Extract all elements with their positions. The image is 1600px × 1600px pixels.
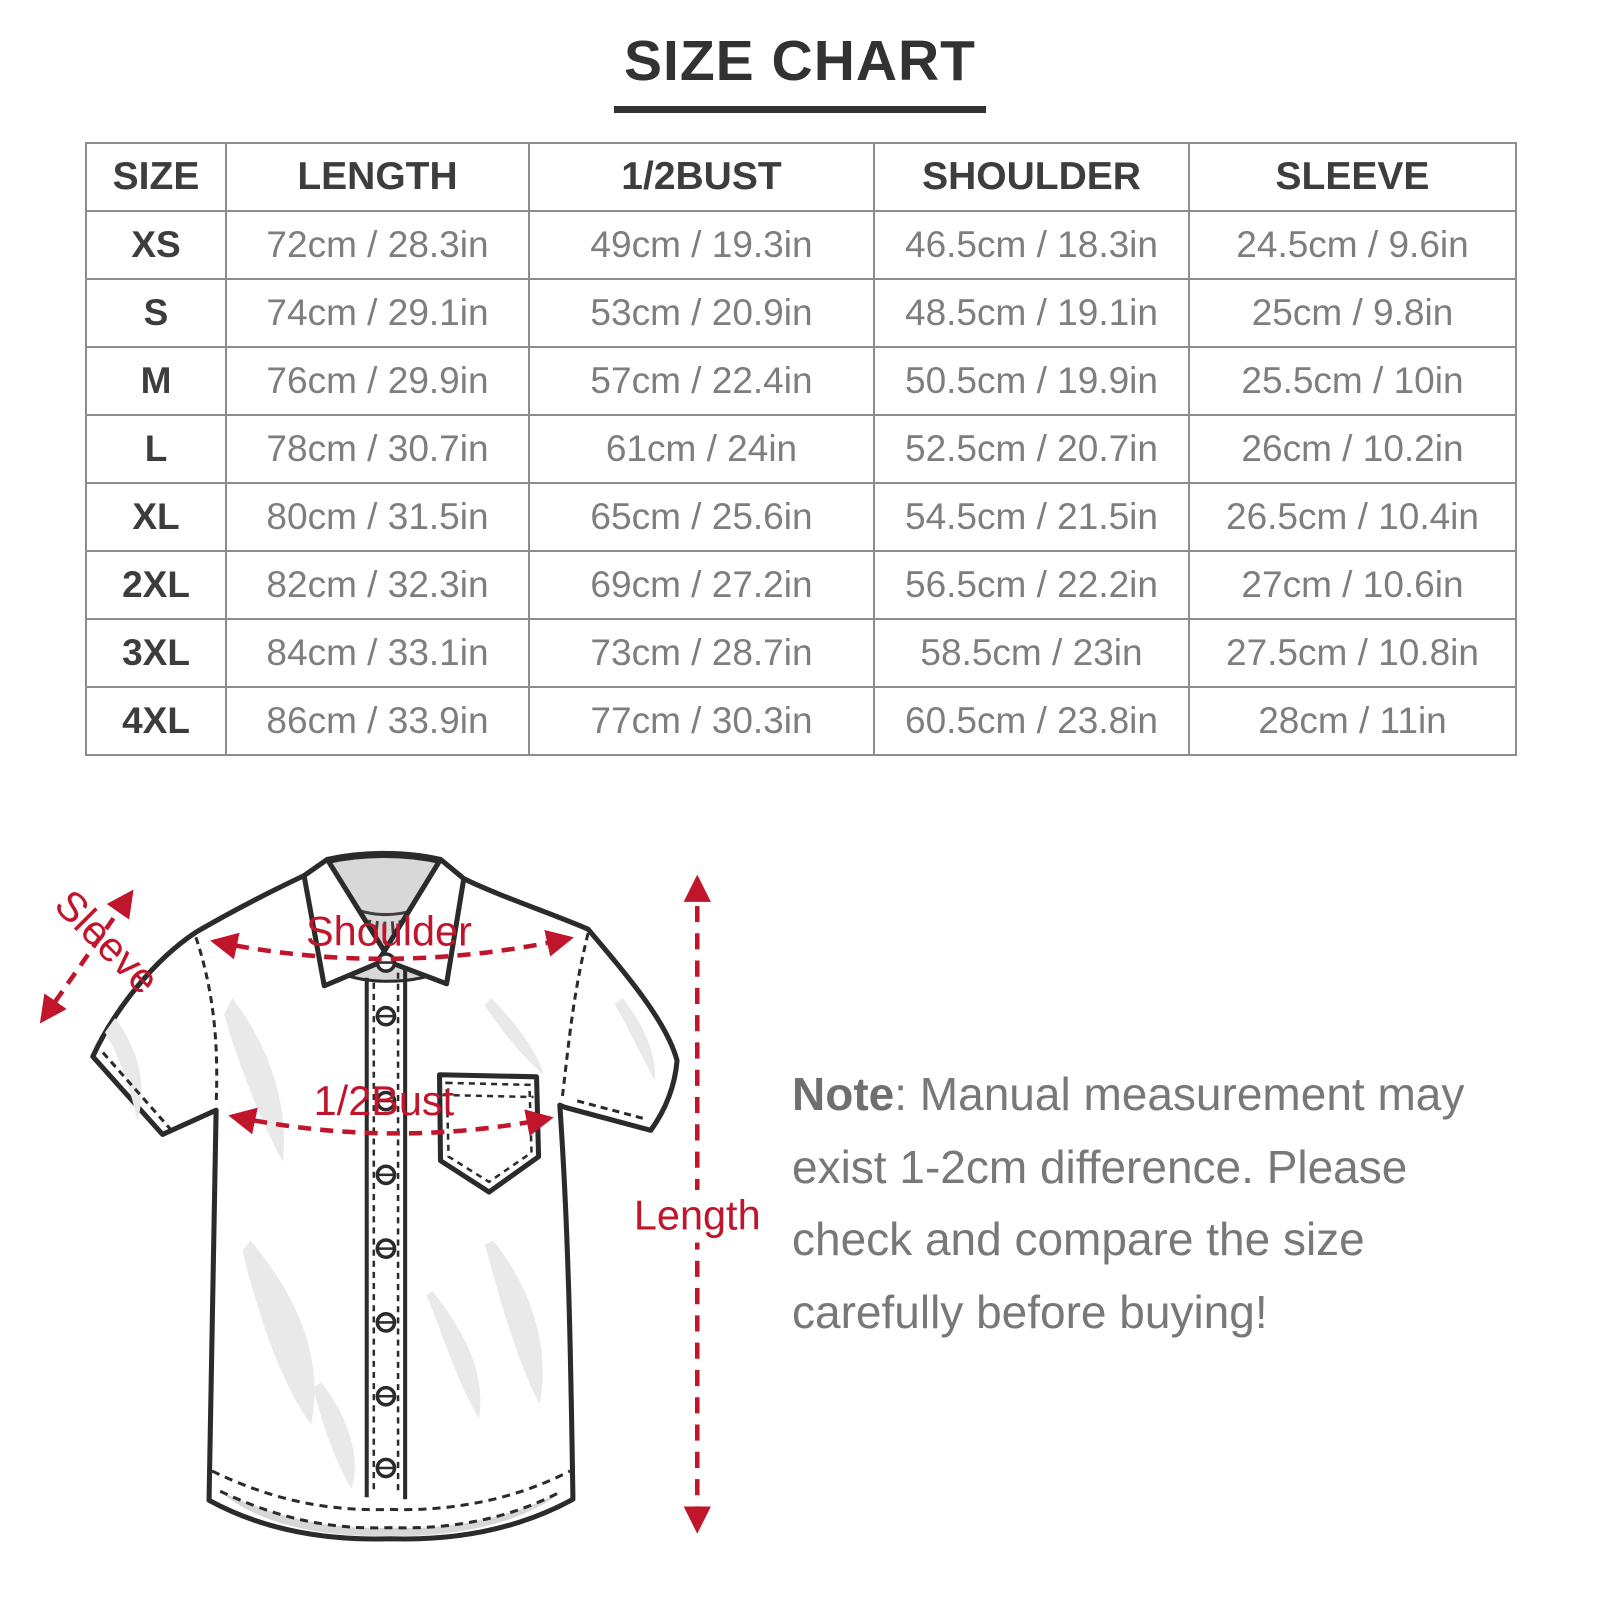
- shoulder-value: 56.5cm / 22.2in: [874, 551, 1189, 619]
- bust-value: 49cm / 19.3in: [529, 211, 874, 279]
- shoulder-value: 48.5cm / 19.1in: [874, 279, 1189, 347]
- sleeve-value: 24.5cm / 9.6in: [1189, 211, 1516, 279]
- col-header-size: SIZE: [86, 143, 226, 211]
- page-title: SIZE CHART: [614, 28, 986, 113]
- bust-value: 77cm / 30.3in: [529, 687, 874, 755]
- button: [377, 1388, 394, 1405]
- shoulder-value: 46.5cm / 18.3in: [874, 211, 1189, 279]
- col-header-bust: 1/2BUST: [529, 143, 874, 211]
- size-label: L: [86, 415, 226, 483]
- shoulder-value: 58.5cm / 23in: [874, 619, 1189, 687]
- sleeve-value: 26cm / 10.2in: [1189, 415, 1516, 483]
- button: [377, 1166, 394, 1183]
- length-value: 74cm / 29.1in: [226, 279, 529, 347]
- bust-value: 73cm / 28.7in: [529, 619, 874, 687]
- note-label: Note: [792, 1068, 895, 1120]
- bust-value: 69cm / 27.2in: [529, 551, 874, 619]
- shoulder-value: 54.5cm / 21.5in: [874, 483, 1189, 551]
- bust-value: 61cm / 24in: [529, 415, 874, 483]
- table-row: [86, 687, 1516, 755]
- size-label: 2XL: [86, 551, 226, 619]
- button: [377, 1459, 394, 1476]
- button: [377, 1314, 394, 1331]
- bust-value: 65cm / 25.6in: [529, 483, 874, 551]
- table-header-row: [86, 143, 1516, 211]
- shoulder-value: 50.5cm / 19.9in: [874, 347, 1189, 415]
- size-table: [85, 142, 1517, 756]
- note-line: check and compare the size: [792, 1213, 1365, 1266]
- sleeve-value: 26.5cm / 10.4in: [1189, 483, 1516, 551]
- note-line: Note: Manual measurement may: [792, 1068, 1465, 1120]
- col-header-length: LENGTH: [226, 143, 529, 211]
- size-label: XL: [86, 483, 226, 551]
- note-line: carefully before buying!: [792, 1286, 1268, 1339]
- table-row: [86, 551, 1516, 619]
- sleeve-label: Sleeve: [46, 880, 169, 1003]
- bust-value: 57cm / 22.4in: [529, 347, 874, 415]
- size-label: XS: [86, 211, 226, 279]
- sleeve-value: 25cm / 9.8in: [1189, 279, 1516, 347]
- sleeve-value: 25.5cm / 10in: [1189, 347, 1516, 415]
- size-label: 3XL: [86, 619, 226, 687]
- length-value: 76cm / 29.9in: [226, 347, 529, 415]
- shoulder-label: Shoulder: [306, 907, 472, 955]
- shoulder-value: 52.5cm / 20.7in: [874, 415, 1189, 483]
- length-value: 86cm / 33.9in: [226, 687, 529, 755]
- table-row: [86, 619, 1516, 687]
- table-row: [86, 279, 1516, 347]
- page-title-wrap: [0, 28, 1600, 113]
- length-value: 80cm / 31.5in: [226, 483, 529, 551]
- length-value: 78cm / 30.7in: [226, 415, 529, 483]
- length-value: 84cm / 33.1in: [226, 619, 529, 687]
- col-header-sleeve: SLEEVE: [1189, 143, 1516, 211]
- size-label: 4XL: [86, 687, 226, 755]
- table-row: [86, 211, 1516, 279]
- bust-label: 1/2Bust: [313, 1077, 455, 1125]
- sleeve-value: 28cm / 11in: [1189, 687, 1516, 755]
- col-header-shoulder: SHOULDER: [874, 143, 1189, 211]
- sleeve-value: 27.5cm / 10.8in: [1189, 619, 1516, 687]
- size-label: M: [86, 347, 226, 415]
- button: [377, 1008, 394, 1025]
- bust-value: 53cm / 20.9in: [529, 279, 874, 347]
- size-label: S: [86, 279, 226, 347]
- length-value: 82cm / 32.3in: [226, 551, 529, 619]
- table-row: [86, 415, 1516, 483]
- sleeve-value: 27cm / 10.6in: [1189, 551, 1516, 619]
- shoulder-value: 60.5cm / 23.8in: [874, 687, 1189, 755]
- table-row: [86, 347, 1516, 415]
- table-row: [86, 483, 1516, 551]
- length-value: 72cm / 28.3in: [226, 211, 529, 279]
- note-line: exist 1-2cm difference. Please: [792, 1140, 1408, 1193]
- length-label: Length: [633, 1191, 761, 1239]
- button: [377, 1240, 394, 1257]
- note-text: [792, 1058, 1512, 1349]
- shirt-measurement-diagram: [18, 816, 766, 1564]
